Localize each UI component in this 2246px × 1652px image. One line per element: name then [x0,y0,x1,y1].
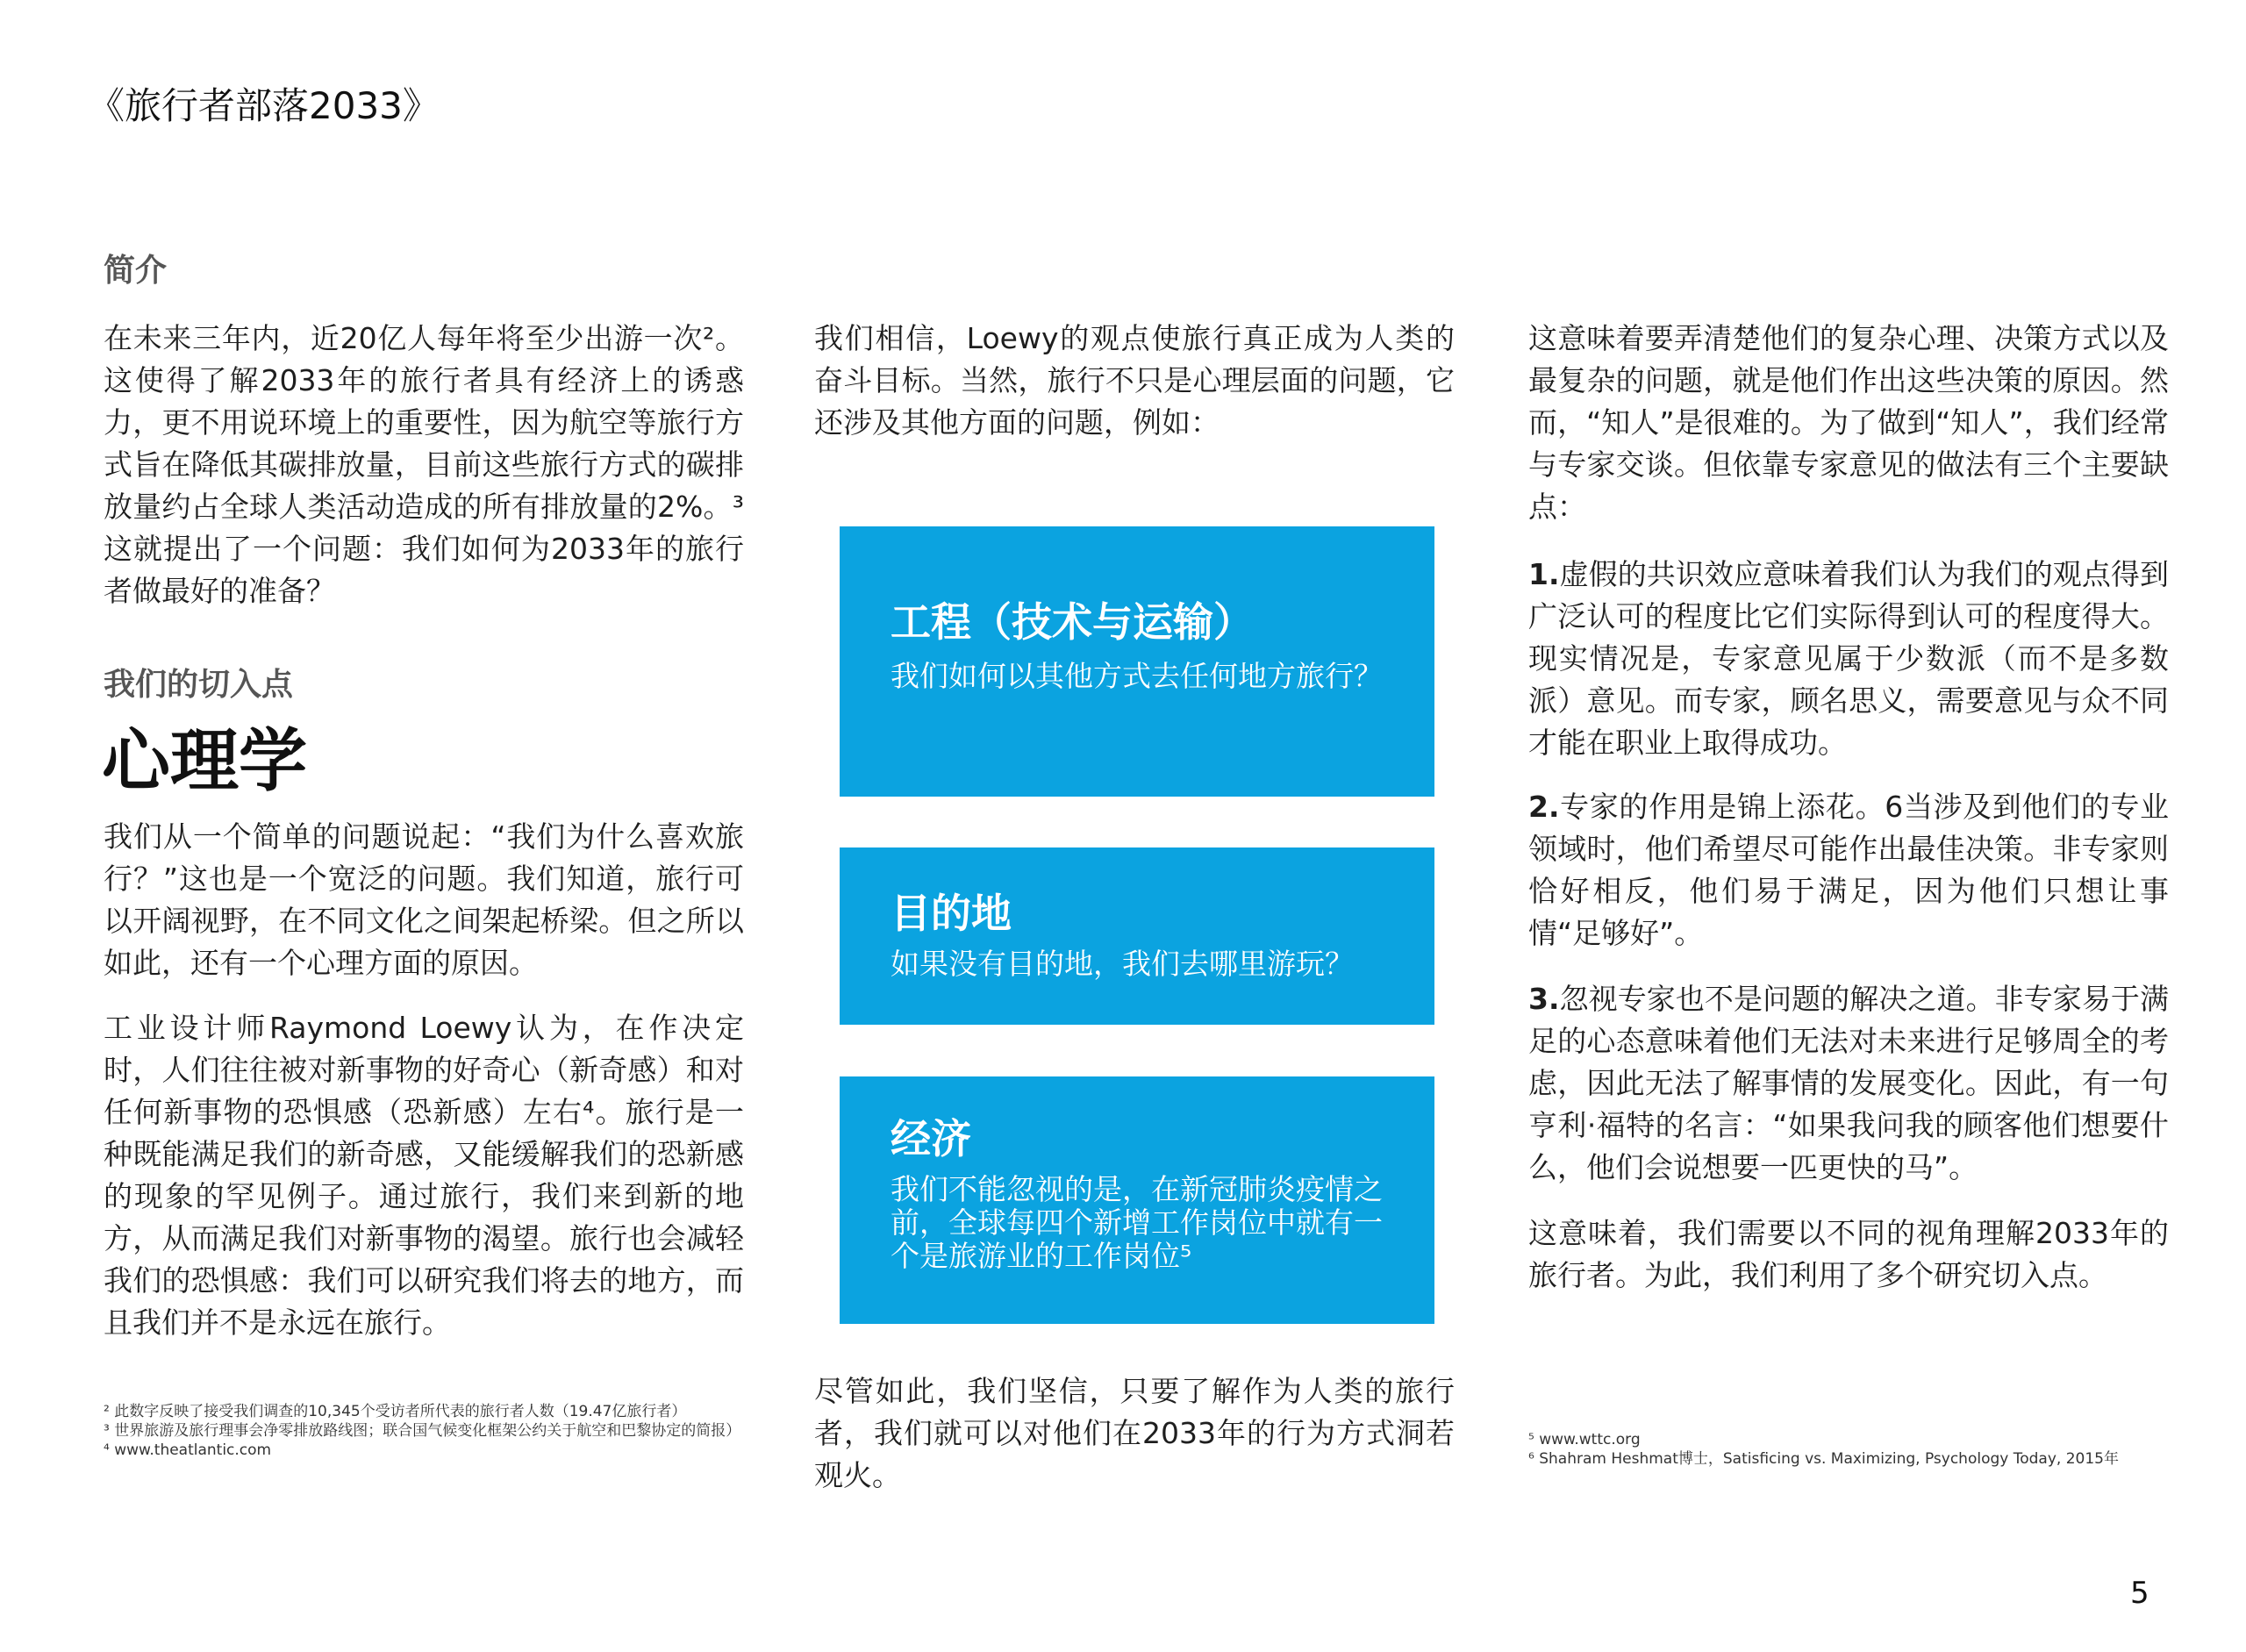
footnote-5: ⁵ www.wttc.org [1528,1431,1641,1448]
card-engineering [840,526,1434,797]
point-3 [1528,978,2169,1189]
card-title: 工程（技术与运输） [891,598,1254,646]
card-question: 我们如何以其他方式去任何地方旅行？ [891,659,1383,693]
point-text: 虚假的共识效应意味着我们认为我们的观点得到广泛认可的程度比它们实际得到认可的程度得大。现实情况是，专家意见属于少数派（而不是多数派）意见。而专家，顾名思义，需要意见与众不同才能在职业上取得成功。 [1528,557,2169,760]
experts-intro-paragraph: 这意味着要弄清楚他们的复杂心理、决策方式以及最复杂的问题，就是他们作出这些决策的原因。然而，“知人”是很难的。为了做到“知人”，我们经常与专家交谈。但依靠专家意见的做法有三个主要缺点： [1528,321,2169,524]
conclusion-paragraph: 这意味着，我们需要以不同的视角理解2033年的旅行者。为此，我们利用了多个研究切入点。 [1528,1216,2169,1292]
card-title: 目的地 [891,890,1012,937]
footnote-2: ² 此数字反映了接受我们调查的10,345个受访者所代表的旅行者人数（19.47亿旅行者） [104,1403,687,1420]
approach-label: 我们的切入点 [104,667,294,703]
card-title: 经济 [891,1115,971,1162]
card-economy [840,1076,1434,1324]
section-label-intro: 简介 [104,253,168,289]
why-travel-paragraph: 我们从一个简单的问题说起：“我们为什么喜欢旅行？”这也是一个宽泛的问题。我们知道，旅行可以开阔视野，在不同文化之间架起桥梁。但之所以如此，还有一个心理方面的原因。 [104,819,744,980]
intro-paragraph: 在未来三年内，近20亿人每年将至少出游一次²。这使得了解2033年的旅行者具有经济上的诱惑力，更不用说环境上的重要性，因为航空等旅行方式旨在降低其碳排放量，目前这些旅行方式的碳排放量约占全球人类活动造成的所有排放量的2%。³这就提出了一个问题：我们如何为2033年的旅行者做最好的准备？ [104,321,744,608]
loewy-belief-paragraph: 我们相信，Loewy的观点使旅行真正成为人类的奋斗目标。当然，旅行不只是心理层面的问题，它还涉及其他方面的问题，例如： [814,321,1455,440]
footnote-4: ⁴ www.theatlantic.com [104,1441,272,1459]
conviction-paragraph: 尽管如此，我们坚信，只要了解作为人类的旅行者，我们就可以对他们在2033年的行为方式洞若观火。 [814,1374,1455,1492]
loewy-paragraph: 工业设计师Raymond Loewy认为，在作决定时，人们往往被对新事物的好奇心（新奇感）和对任何新事物的恐惧感（恐新感）左右⁴。旅行是一种既能满足我们的新奇感，又能缓解我们的恐新感的现象的罕见例子。通过旅行，我们来到新的地方，从而满足我们对新事物的渴望。旅行也会减轻我们的恐惧感：我们可以研究我们将去的地方，而且我们并不是永远在旅行。 [104,1011,744,1340]
point-1 [1528,554,2169,764]
card-destination [840,847,1434,1025]
footnotes-right [1528,1430,2160,1469]
footnotes-left [104,1402,741,1460]
point-text: 忽视专家也不是问题的解决之道。非专家易于满足的心态意味着他们无法对未来进行足够周全的考虑，因此无法了解事情的发展变化。因此，有一句亨利·福特的名言：“如果我问我的顾客他们想要什么，他们会说想要一匹更快的马”。 [1528,982,2169,1184]
card-question: 我们不能忽视的是，在新冠肺炎疫情之前，全球每四个新增工作岗位中就有一个是旅游业的工作岗位⁵ [891,1172,1383,1273]
card-question: 如果没有目的地，我们去哪里游玩？ [891,947,1354,981]
document-title: 《旅行者部落2033》 [88,84,440,127]
point-text: 专家的作用是锦上添花。6当涉及到他们的专业领域时，他们希望尽可能作出最佳决策。非专家则恰好相反，他们易于满足，因为他们只想让事情“足够好”。 [1528,790,2169,950]
footnote-3: ³ 世界旅游及旅行理事会净零排放路线图；联合国气候变化框架公约关于航空和巴黎协定的简报） [104,1422,741,1440]
footnote-6: ⁶ Shahram Heshmat博士，Satisficing vs. Maximizing, Psychology Today, 2015年 [1528,1450,2119,1468]
page-number: 5 [2130,1576,2149,1611]
point-number: 2. [1528,790,1560,824]
point-number: 1. [1528,557,1560,591]
point-number: 3. [1528,982,1560,1016]
point-2 [1528,786,2169,955]
psychology-heading: 心理学 [102,722,308,801]
